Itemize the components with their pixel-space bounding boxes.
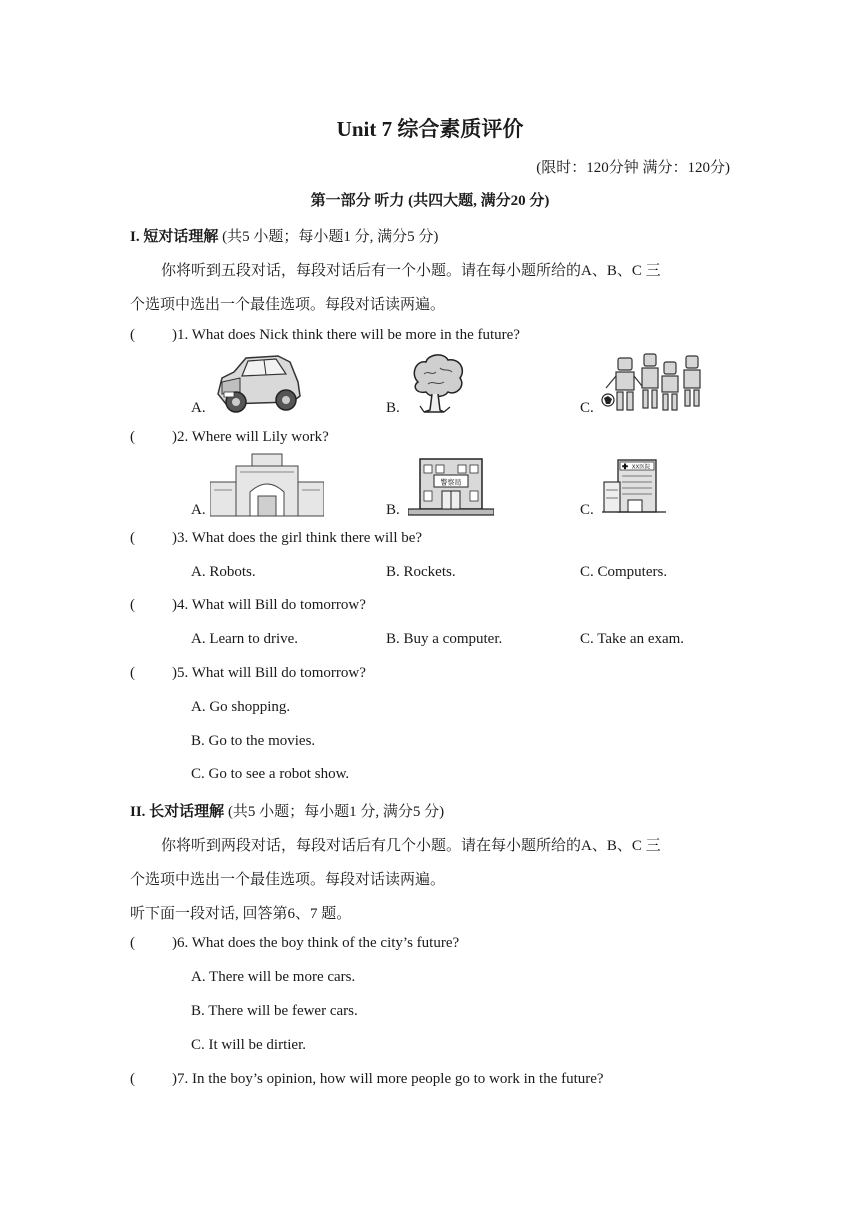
section-2-heading: [130, 800, 444, 821]
section-2-info: (共5 小题；每小题1 分, 满分5 分): [224, 804, 445, 820]
section-2-subinstruction: 听下面一段对话, 回答第6、7 题。: [130, 906, 352, 922]
q3-option-a: A. Robots.: [191, 564, 256, 580]
question-2: [130, 429, 329, 446]
question-3: [130, 530, 422, 547]
section-1-info: (共5 小题；每小题1 分, 满分5 分): [218, 229, 439, 245]
q4-option-a: A. Learn to drive.: [191, 631, 299, 647]
question-1: [130, 327, 520, 344]
section-2-instruction-1: 你将听到两段对话，每段对话后有几个小题。请在每小题所给的A、B、C 三: [161, 838, 661, 854]
q3-option-b: B. Rockets.: [386, 564, 456, 580]
answer-blank[interactable]: (: [130, 429, 135, 445]
question-5-text: )5. What will Bill do tomorrow?: [172, 665, 366, 681]
q5-option-a: A. Go shopping.: [191, 699, 291, 715]
answer-blank[interactable]: (: [130, 327, 135, 343]
police-station-sign: 警察局: [440, 478, 462, 487]
section-1-heading: [130, 225, 438, 246]
q2-option-b-label: B.: [386, 502, 400, 518]
q1-option-c-label: C.: [580, 400, 594, 416]
q5-option-b: B. Go to the movies.: [191, 733, 316, 749]
question-4-text: )4. What will Bill do tomorrow?: [172, 597, 366, 613]
q6-option-b: B. There will be fewer cars.: [191, 1003, 358, 1019]
question-6-text: )6. What does the boy think of the city’s future?: [172, 935, 460, 951]
answer-blank[interactable]: (: [130, 1071, 135, 1087]
hospital-picture: [602, 456, 666, 516]
time-limit: (限时：120分钟 满分：120分): [536, 160, 730, 176]
question-6: [130, 935, 459, 952]
tree-picture: [410, 354, 466, 414]
section-1-instruction-2: 个选项中选出一个最佳选项。每段对话读两遍。: [130, 297, 446, 313]
question-1-text: )1. What does Nick think there will be more in the future?: [172, 327, 520, 343]
q6-option-a: A. There will be more cars.: [191, 969, 356, 985]
car-picture: [212, 352, 304, 416]
q4-option-b: B. Buy a computer.: [386, 631, 503, 647]
answer-blank[interactable]: (: [130, 530, 135, 546]
q1-option-a-label: A.: [191, 400, 206, 416]
section-2-title: II. 长对话理解: [130, 804, 225, 820]
q3-option-c: C. Computers.: [580, 564, 668, 580]
question-2-text: )2. Where will Lily work?: [172, 429, 329, 445]
question-5: [130, 665, 366, 682]
answer-blank[interactable]: (: [130, 597, 135, 613]
q2-option-c-label: C.: [580, 502, 594, 518]
answer-blank[interactable]: (: [130, 665, 135, 681]
police-station-picture: [408, 455, 494, 517]
question-7: [130, 1071, 604, 1088]
q1-option-b-label: B.: [386, 400, 400, 416]
page-title: Unit 7 综合素质评价: [336, 117, 524, 141]
question-3-text: )3. What does the girl think there will be?: [172, 530, 423, 546]
q4-option-c: C. Take an exam.: [580, 631, 685, 647]
answer-blank[interactable]: (: [130, 935, 135, 951]
section-2-instruction-2: 个选项中选出一个最佳选项。每段对话读两遍。: [130, 872, 446, 888]
hospital-sign: XX医院: [631, 464, 651, 471]
q2-option-a-label: A.: [191, 502, 206, 518]
section-1-title: I. 短对话理解: [130, 229, 219, 245]
robots-picture: [600, 352, 708, 414]
q5-option-c: C. Go to see a robot show.: [191, 766, 350, 782]
q6-option-c: C. It will be dirtier.: [191, 1037, 306, 1053]
question-4: [130, 597, 366, 614]
section-1-instruction-1: 你将听到五段对话，每段对话后有一个小题。请在每小题所给的A、B、C 三: [161, 263, 661, 279]
school-gate-picture: [210, 452, 324, 518]
question-7-text: )7. In the boy’s opinion, how will more people go to work in the future?: [172, 1071, 604, 1087]
part-heading: 第一部分 听力 (共四大题, 满分20 分): [310, 193, 550, 209]
